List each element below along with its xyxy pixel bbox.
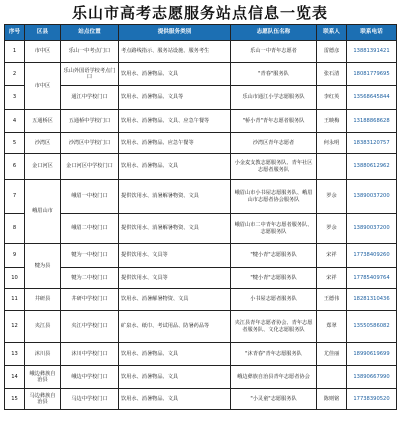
cell-district: 市中区 [25, 41, 61, 63]
cell-contact: 陈则铭 [317, 389, 347, 410]
cell-team: "小灵童"志愿服务队 [231, 389, 317, 410]
cell-contact: 罗余 [317, 180, 347, 214]
cell-district: 五通桥区 [25, 110, 61, 133]
cell-phone: 13881391421 [347, 41, 397, 63]
cell-index: 11 [5, 289, 25, 311]
table-row [5, 86, 397, 110]
cell-service: 考点路线指示、服务站设施、服务考生 [119, 41, 231, 63]
cell-team: 峨眉山市二中青年志愿者服务队、志愿服务队 [231, 214, 317, 244]
cell-team: 小书屋志愿者服务队 [231, 289, 317, 311]
header-team-name: 志愿队伍名称 [231, 25, 317, 41]
table-row [5, 343, 397, 366]
cell-phone: 13890037200 [347, 214, 397, 244]
table-row [5, 268, 397, 289]
cell-index: 2 [5, 63, 25, 86]
cell-team: "青春"服务队 [231, 63, 317, 86]
cell-team: 峨边彝族自治县青年志愿者协会 [231, 366, 317, 389]
table-row [5, 63, 397, 86]
cell-phone: 13550586082 [347, 311, 397, 343]
cell-location: 犍为二中校门口 [61, 268, 119, 289]
cell-phone: 13890667990 [347, 366, 397, 389]
cell-team: "沐青春"青年志愿服务队 [231, 343, 317, 366]
cell-district: 夹江县 [25, 311, 61, 343]
cell-service: 饮用水、消暑物品、文具 [119, 154, 231, 180]
table-row [5, 41, 397, 63]
cell-index: 8 [5, 214, 25, 244]
cell-contact: 郑翠 [317, 311, 347, 343]
header-service-type: 提供服务类别 [119, 25, 231, 41]
cell-team: 夹江县青年志愿者协会、青年志愿者服务队、文化志愿服务队 [231, 311, 317, 343]
cell-team: "犍小青"志愿服务队 [231, 244, 317, 268]
cell-contact: 何永明 [317, 133, 347, 154]
cell-service: 提供饮用水、文具等 [119, 268, 231, 289]
cell-location: 沐川中学校门口 [61, 343, 119, 366]
header-location: 站点位置 [61, 25, 119, 41]
cell-contact: 王映梅 [317, 110, 347, 133]
cell-district: 犍为县 [25, 244, 61, 289]
cell-service: 矿泉水、纸巾、考试用品、防暑药品等 [119, 311, 231, 343]
cell-phone: 13568645844 [347, 86, 397, 110]
cell-index: 3 [5, 86, 25, 110]
table-row [5, 366, 397, 389]
cell-location: 峨边中学校门口 [61, 366, 119, 389]
cell-phone: 17738390520 [347, 389, 397, 410]
header-index: 序号 [5, 25, 25, 41]
cell-index: 9 [5, 244, 25, 268]
cell-location: 夹江中学校门口 [61, 311, 119, 343]
cell-contact: 宋祥 [317, 244, 347, 268]
cell-district: 沙湾区 [25, 133, 61, 154]
cell-team: "桥小青"青年志愿者服务队 [231, 110, 317, 133]
cell-service: 饮用水、消暑物品、文具、应急午餐等 [119, 110, 231, 133]
cell-phone: 18383120757 [347, 133, 397, 154]
cell-contact: 王德伟 [317, 289, 347, 311]
table-row [5, 289, 397, 311]
cell-location: 通江中学校门口 [61, 86, 119, 110]
cell-index: 15 [5, 389, 25, 410]
table-row [5, 244, 397, 268]
cell-index: 10 [5, 268, 25, 289]
cell-phone: 13890037200 [347, 180, 397, 214]
cell-service: 提供饮用水、文具等 [119, 244, 231, 268]
cell-team: "犍小青"志愿服务队 [231, 268, 317, 289]
table-row [5, 110, 397, 133]
cell-contact: 罗余 [317, 214, 347, 244]
cell-district: 峨眉山市 [25, 180, 61, 244]
document-title: 乐山市高考志愿服务站点信息一览表 [71, 4, 328, 22]
cell-service: 饮用水、消暑物品、文具 [119, 366, 231, 389]
table-row [5, 180, 397, 214]
cell-location: 乐山外国语学校考点门口 [61, 63, 119, 86]
cell-phone: 18281310436 [347, 289, 397, 311]
cell-service: 饮用水、消暑解暑物资、文具 [119, 289, 231, 311]
cell-contact: 李红英 [317, 86, 347, 110]
cell-index: 14 [5, 366, 25, 389]
cell-district: 井研县 [25, 289, 61, 311]
cell-location: 峨眉二中校门口 [61, 214, 119, 244]
table-header-row [5, 25, 397, 41]
cell-index: 4 [5, 110, 25, 133]
cell-contact: 张石清 [317, 63, 347, 86]
cell-phone: 18990619699 [347, 343, 397, 366]
cell-location: 峨眉一中校门口 [61, 180, 119, 214]
table-row [5, 154, 397, 180]
cell-index: 1 [5, 41, 25, 63]
cell-location: 犍为一中校门口 [61, 244, 119, 268]
header-phone: 联系电话 [347, 25, 397, 41]
cell-service: 饮用水、消暑物品、文具 [119, 389, 231, 410]
cell-team: 峨眉山市小书屋志愿服务队、峨眉山市志愿者协会服务队 [231, 180, 317, 214]
cell-team: 乐山一中青年志愿者 [231, 41, 317, 63]
header-district: 区县 [25, 25, 61, 41]
cell-team: 乐山市通江小学志愿服务队 [231, 86, 317, 110]
cell-index: 6 [5, 154, 25, 180]
cell-contact: 尤佳丽 [317, 343, 347, 366]
cell-location: 乐山一中考点门口 [61, 41, 119, 63]
cell-phone: 18081779695 [347, 63, 397, 86]
cell-contact: 雷德彦 [317, 41, 347, 63]
cell-index: 5 [5, 133, 25, 154]
cell-team: 小金麦支教志愿服务队、青年社区志愿者服务队 [231, 154, 317, 180]
cell-location: 沙湾区中学校门口 [61, 133, 119, 154]
cell-district: 沐川县 [25, 343, 61, 366]
cell-location: 马边中学校门口 [61, 389, 119, 410]
cell-location: 井研中学校门口 [61, 289, 119, 311]
cell-contact [317, 154, 347, 180]
volunteer-station-table [4, 24, 397, 410]
cell-phone: 17738409260 [347, 244, 397, 268]
cell-phone: 17785409764 [347, 268, 397, 289]
cell-index: 13 [5, 343, 25, 366]
cell-district: 峨边彝族自治县 [25, 366, 61, 389]
cell-location: 五通桥中学校门口 [61, 110, 119, 133]
table-row [5, 133, 397, 154]
cell-service: 提供饮用水、消暑解暑物资、文具 [119, 214, 231, 244]
cell-contact [317, 366, 347, 389]
cell-index: 12 [5, 311, 25, 343]
cell-phone: 13188868628 [347, 110, 397, 133]
cell-district: 马边彝族自治县 [25, 389, 61, 410]
table-row [5, 389, 397, 410]
cell-district: 市中区 [25, 63, 61, 110]
cell-district: 金口河区 [25, 154, 61, 180]
cell-service: 饮用水、消暑物品、应急午餐等 [119, 133, 231, 154]
table-row [5, 214, 397, 244]
header-contact: 联系人 [317, 25, 347, 41]
cell-phone: 13880612962 [347, 154, 397, 180]
cell-service: 饮用水、消暑物品、文具等 [119, 86, 231, 110]
cell-team: 沙湾区青年志愿者 [231, 133, 317, 154]
cell-service: 饮用水、消暑物品、文具 [119, 63, 231, 86]
cell-contact: 宋祥 [317, 268, 347, 289]
cell-service: 饮用水、消暑物品、文具 [119, 343, 231, 366]
cell-index: 7 [5, 180, 25, 214]
table-row [5, 311, 397, 343]
cell-location: 金口河区中学校门口 [61, 154, 119, 180]
cell-service: 提供饮用水、消暑解暑物资、文具 [119, 180, 231, 214]
